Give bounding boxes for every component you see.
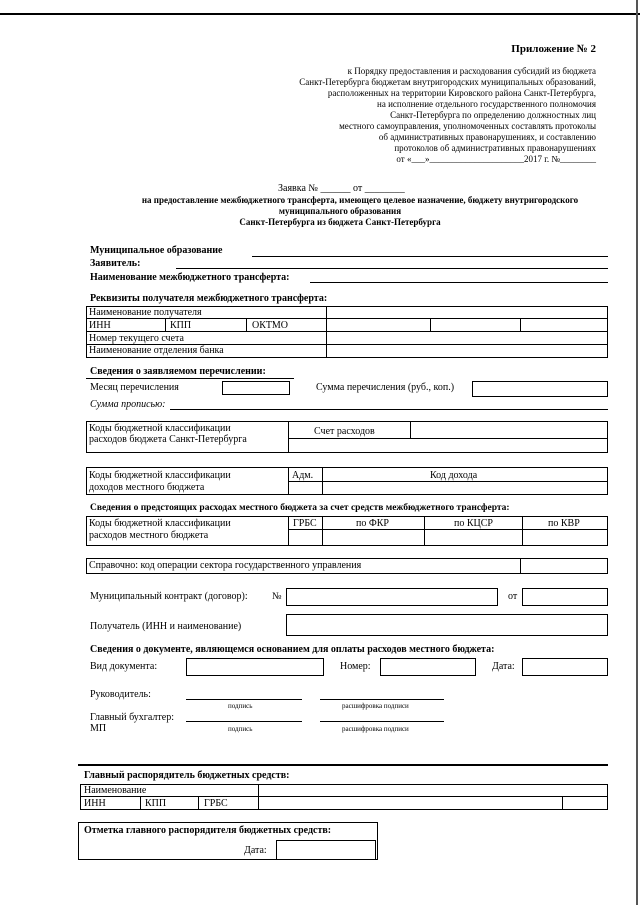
mark-header: Отметка главного распорядителя бюджетных средств:	[84, 825, 332, 836]
head-label: Руководитель:	[90, 689, 151, 700]
manager-name-label: Наименование	[84, 785, 147, 796]
doc-type-label: Вид документа:	[90, 661, 158, 672]
kbk-income-adm-label: Адм.	[292, 470, 314, 481]
upcoming-fkr-label: по ФКР	[356, 518, 389, 529]
basis-header: Сведения о документе, являющемся основанием для оплаты расходов местного бюджета:	[90, 644, 495, 655]
manager-grbs-label: ГРБС	[204, 798, 228, 809]
divider	[246, 318, 247, 331]
request-subtitle-2: муниципального образования	[278, 206, 402, 216]
transfer-name-field[interactable]	[310, 282, 608, 283]
divider	[322, 516, 323, 546]
doc-number-label: Номер:	[340, 661, 371, 672]
manager-kpp-label: КПП	[145, 798, 167, 809]
request-subtitle-3: Санкт-Петербурга из бюджета Санкт-Петербурга	[239, 217, 441, 227]
divider	[198, 796, 199, 810]
divider	[430, 318, 431, 331]
transfer-name-label: Наименование межбюджетного трансферта:	[90, 272, 290, 283]
appendix-line: Санкт-Петербурга бюджетам внутригородских муниципальных образований,	[299, 77, 596, 87]
accountant-signature-caption: подпись	[228, 725, 253, 733]
divider	[522, 516, 523, 546]
contract-label: Муниципальный контракт (договор):	[90, 591, 248, 602]
manager-header: Главный распорядитель бюджетных средств:	[84, 770, 290, 781]
kbk-income-code-label: Код дохода	[430, 470, 478, 481]
sum-words-field[interactable]	[170, 409, 608, 410]
divider	[288, 529, 608, 530]
upcoming-line1: Коды бюджетной классификации	[89, 518, 231, 529]
kbk-spb-account-label: Счет расходов	[314, 426, 375, 437]
appendix-line: Санкт-Петербурга по определению должностных лиц	[390, 110, 596, 120]
accountant-decoding-field[interactable]	[320, 721, 444, 722]
appendix-line: расположенных на территории Кировского района Санкт-Петербурга,	[327, 88, 596, 98]
divider	[520, 318, 521, 331]
recipient-oktmo-label: ОКТМО	[252, 320, 288, 331]
transfer-header: Сведения о заявляемом перечислении:	[90, 366, 266, 377]
upcoming-kcsr-label: по КЦСР	[454, 518, 493, 529]
applicant-field[interactable]	[176, 268, 608, 269]
contract-from-label: от	[508, 591, 518, 602]
municipality-field[interactable]	[252, 256, 608, 257]
head-signature-caption: подпись	[228, 702, 253, 710]
recipient-account-label: Номер текущего счета	[89, 333, 184, 344]
upcoming-grbs-label: ГРБС	[293, 518, 317, 529]
head-decoding-caption: расшифровка подписи	[342, 702, 409, 710]
kbk-income-line2: доходов местного бюджета	[89, 482, 205, 493]
right-edge-line	[636, 0, 638, 905]
appendix-text	[176, 66, 596, 165]
manager-inn-label: ИНН	[84, 798, 106, 809]
recipient-kpp-label: КПП	[170, 320, 192, 331]
appendix-line: к Порядку предоставления и расходования субсидий из бюджета	[347, 66, 596, 76]
stamp-label: МП	[90, 723, 107, 734]
mark-date-label: Дата:	[244, 845, 267, 856]
doc-date-label: Дата:	[492, 661, 515, 672]
accountant-decoding-caption: расшифровка подписи	[342, 725, 409, 733]
appendix-line: на исполнение отдельного государственного полномочия	[377, 99, 596, 109]
request-title: Заявка № ______ от ________	[278, 183, 405, 194]
divider	[86, 331, 608, 332]
accountant-signature-field[interactable]	[186, 721, 302, 722]
upcoming-header: Сведения о предстоящих расходах местного бюджета за счет средств межбюджетного трансферта:	[90, 503, 510, 513]
divider	[140, 796, 141, 810]
appendix-line: протоколов об административных правонарушениях	[394, 143, 596, 153]
appendix-line: от «___»_____________________2017 г. №________	[396, 154, 596, 164]
mark-date-field[interactable]	[276, 840, 376, 860]
contract-number-field[interactable]	[286, 588, 498, 606]
divider	[410, 421, 411, 438]
recipient-name-label: Наименование получателя	[89, 307, 202, 318]
applicant-label: Заявитель:	[90, 258, 141, 269]
contract-recipient-field[interactable]	[286, 614, 608, 636]
upcoming-kvr-label: по КВР	[548, 518, 580, 529]
head-signature-field[interactable]	[186, 699, 302, 700]
transfer-month-label: Месяц перечисления	[90, 382, 179, 393]
divider	[288, 516, 289, 546]
divider	[424, 516, 425, 546]
kbk-spb-line1: Коды бюджетной классификации	[89, 423, 231, 434]
doc-date-field[interactable]	[522, 658, 608, 676]
recipient-inn-label: ИНН	[89, 320, 111, 331]
doc-type-field[interactable]	[186, 658, 324, 676]
sum-words-label: Сумма прописью:	[90, 399, 166, 410]
request-subtitle-1: на предоставление межбюджетного трансферта, имеющего целевое назначение, бюджету внутригородского	[141, 195, 579, 205]
divider	[165, 318, 166, 331]
contract-recipient-label: Получатель (ИНН и наименование)	[90, 621, 242, 632]
transfer-month-field[interactable]	[222, 381, 290, 395]
appendix-line: об административных правонарушениях, и составлению	[378, 132, 596, 142]
kbk-spb-line2: расходов бюджета Санкт-Петербурга	[89, 434, 247, 445]
divider	[78, 764, 608, 766]
divider	[326, 306, 327, 358]
divider	[288, 421, 289, 453]
head-decoding-field[interactable]	[320, 699, 444, 700]
kbk-income-line1: Коды бюджетной классификации	[89, 470, 231, 481]
divider	[288, 481, 608, 482]
chief-accountant-label: Главный бухгалтер:	[90, 712, 175, 723]
contract-number-label: №	[272, 591, 282, 602]
divider	[86, 378, 294, 379]
appendix-line: местного самоуправления, уполномоченных составлять протоколы	[339, 121, 596, 131]
recipient-bank-label: Наименование отделения банка	[89, 345, 224, 356]
contract-date-field[interactable]	[522, 588, 608, 606]
operation-code-label: Справочно: код операции сектора государственного управления	[89, 560, 362, 571]
top-edge-line	[0, 13, 640, 15]
divider	[258, 784, 259, 810]
municipality-label: Муниципальное образование	[90, 245, 223, 256]
transfer-sum-field[interactable]	[472, 381, 608, 397]
recipient-header: Реквизиты получателя межбюджетного трансферта:	[90, 293, 328, 304]
divider	[520, 558, 521, 574]
upcoming-line2: расходов местного бюджета	[89, 530, 209, 541]
divider	[288, 438, 608, 439]
transfer-sum-label: Сумма перечисления (руб., коп.)	[316, 382, 455, 393]
appendix-title: Приложение № 2	[511, 43, 596, 55]
divider	[562, 796, 563, 810]
divider	[80, 796, 608, 797]
doc-number-field[interactable]	[380, 658, 476, 676]
